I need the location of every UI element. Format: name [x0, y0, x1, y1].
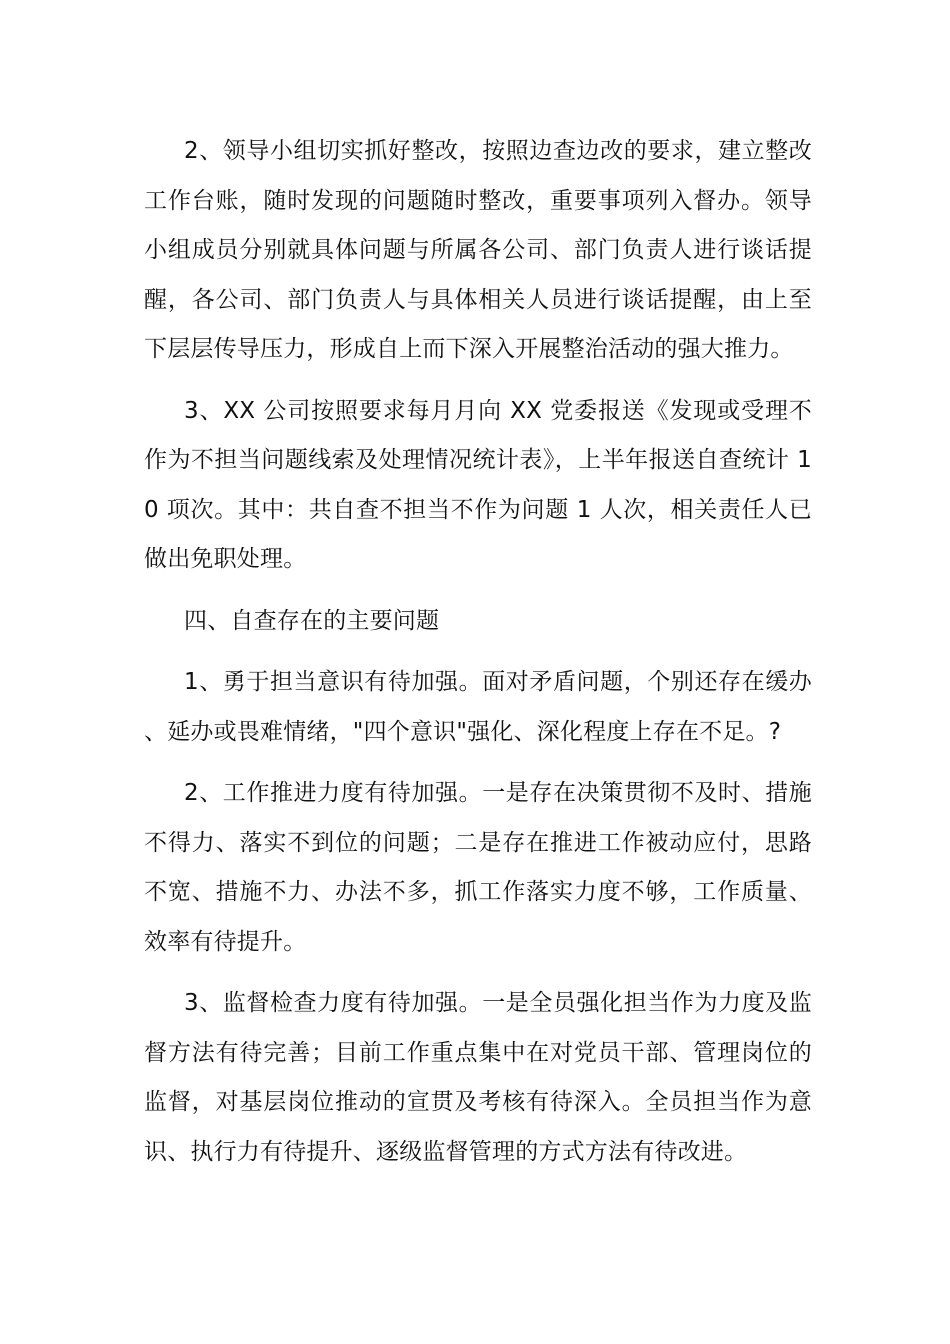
paragraph-problem-1: 1、勇于担当意识有待加强。面对矛盾问题，个别还存在缓办、延办或畏难情绪，"四个意识"强化、深化程度上存在不足。?: [144, 669, 812, 745]
paragraph-rectification: 2、领导小组切实抓好整改，按照边查边改的要求，建立整改工作台账，随时发现的问题随时整改，重要事项列入督办。领导小组成员分别就具体问题与所属各公司、部门负责人进行谈话提醒，各公司、部门负责人与具体相关人员进行谈话提醒，由上至下层层传导压力，形成自上而下深入开展整治活动的强大推力。: [144, 138, 812, 362]
paragraph-problem-2: 2、工作推进力度有待加强。一是存在决策贯彻不及时、措施不得力、落实不到位的问题；二是存在推进工作被动应付，思路不宽、措施不力、办法不多，抓工作落实力度不够，工作质量、效率有待提升。: [144, 780, 812, 955]
section-heading-main-problems: 四、自查存在的主要问题: [184, 607, 440, 634]
paragraph-statistics-report: 3、XX 公司按照要求每月月向 XX 党委报送《发现或受理不作为不担当问题线索及处理情况统计表》，上半年报送自查统计 10 项次。其中：共自查不担当不作为问题 1 人次，相关责任人已做出免职处理。: [144, 397, 812, 572]
document-body: [144, 127, 812, 1177]
paragraph-problem-3: 3、监督检查力度有待加强。一是全员强化担当作为力度及监督方法有待完善；目前工作重点集中在对党员干部、管理岗位的监督，对基层岗位推动的宣贯及考核有待深入。全员担当作为意识、执行力有待提升、逐级监督管理的方式方法有待改进。: [144, 990, 812, 1165]
